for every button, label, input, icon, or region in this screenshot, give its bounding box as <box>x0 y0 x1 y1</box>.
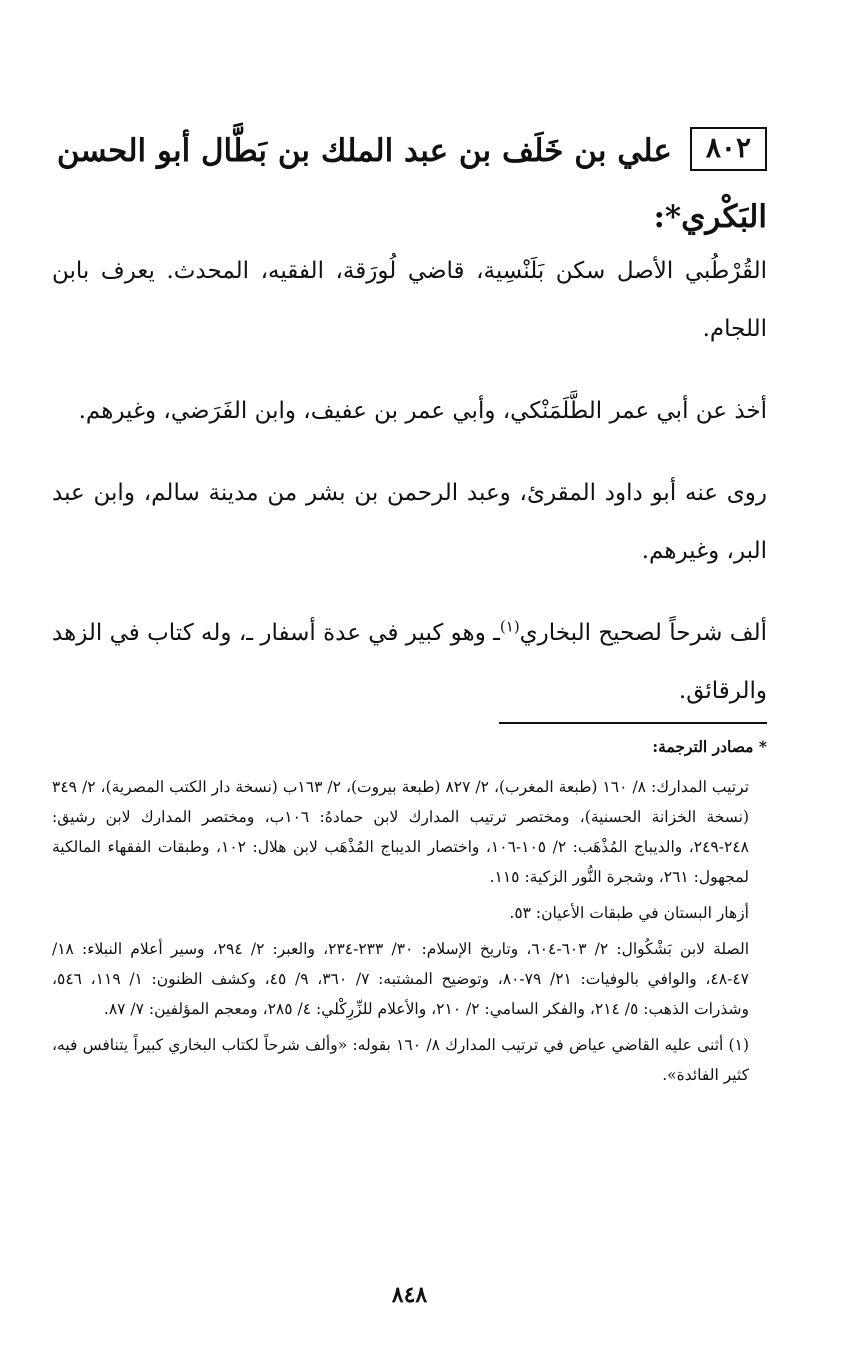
footnote-ref-1: (١) <box>499 617 520 636</box>
paragraph-works <box>52 604 767 720</box>
sources-paragraph-1: ترتيب المدارك: ٨/ ١٦٠ (طبعة المغرب)، ٢/ ٨٢٧ (طبعة بيروت)، ٢/ ١٦٣ب (نسخة دار الكتب المصرية)، ٢/ ٣٤٩ (نسخة الخزانة الحسنية)، ومختصر ترتيب المدارك لابن حمادهُ: ١٠٦ب، ومختصر المدارك لابن رشيق: ٢٤٨-٢٤٩، والديباج المُذْهَب: ٢/ ١٠٥-١٠٦، واختصار الديباج المُذْهَب لابن هلال: ١٠٢، وطبقات الفقهاء المالكية لمجهول: ٢٦١، وشجرة النُّور الزكية: ١١٥. <box>52 778 749 886</box>
entry-body <box>52 242 767 744</box>
paragraph-students: روى عنه أبو داود المقرئ، وعبد الرحمن بن بشر من مدينة سالم، وابن عبد البر، وغيرهم. <box>52 480 767 564</box>
footnotes <box>52 732 767 1096</box>
works-text-after: ـ وهو كبير في عدة أسفار ـ، وله كتاب في الزهد والرقائق. <box>52 620 767 704</box>
entry-number-box: ٨٠٢ <box>690 127 767 171</box>
footnote-divider <box>499 722 767 724</box>
entry-title-line1: علي بن خَلَف بن عبد الملك بن بَطَّال أبو الحسن <box>56 133 672 169</box>
entry-title-line2: البَكْري*: <box>653 199 767 235</box>
document-page <box>52 0 767 1368</box>
page-number: ٨٤٨ <box>391 1282 428 1308</box>
sources-heading: * مصادر الترجمة: <box>652 737 767 756</box>
sources-paragraph-2: أزهار البستان في طبقات الأعيان: ٥٣. <box>509 904 749 922</box>
paragraph-teachers: أخذ عن أبي عمر الطَّلَمَنْكي، وأبي عمر بن عفيف، وابن الفَرَضي، وغيرهم. <box>78 398 767 424</box>
paragraph-origin: القُرْطُبي الأصل سكن بَلَنْسِية، قاضي لُورَقة، الفقيه، المحدث. يعرف بابن اللجام. <box>52 258 767 342</box>
footnote-1: (١) أثنى عليه القاضي عياض في ترتيب المدارك ٨/ ١٦٠ بقوله: «وألف شرحاً لكتاب البخاري كبيراً يتنافس فيه، كثير الفائدة». <box>52 1036 749 1084</box>
works-text-before: ألف شرحاً لصحيح البخاري <box>519 620 767 646</box>
sources-paragraph-3: الصلة لابن بَشْكُوال: ٢/ ٦٠٣-٦٠٤، وتاريخ الإسلام: ٣٠/ ٢٣٣-٢٣٤، والعبر: ٢/ ٢٩٤، وسير أعلام النبلاء: ١٨/ ٤٧-٤٨، والوافي بالوفيات: ٢١/ ٧٩-٨٠، وتوضيح المشتبه: ٧/ ٣٦٠، ٩/ ٤٥، وكشف الظنون: ١/ ١١٩، ٥٤٦، وشذرات الذهب: ٥/ ٢١٤، والفكر السامي: ٢/ ٢١٠، والأعلام للزِّرِكْلي: ٤/ ٢٨٥، ومعجم المؤلفين: ٧/ ٨٧. <box>52 940 750 1018</box>
entry-header <box>52 118 767 250</box>
